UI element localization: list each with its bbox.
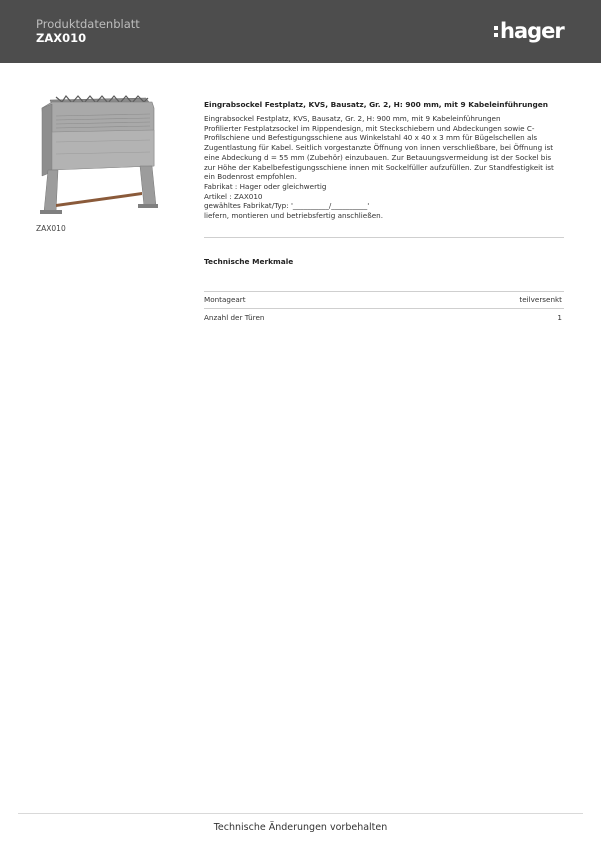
description-line: Profilschiene und Befestigungsschiene aus Winkelstahl 40 x 40 x 3 mm für Bügelschellen als [204, 133, 538, 143]
table-row [204, 313, 564, 325]
description-line: Eingrabsockel Festplatz, KVS, Bausatz, Gr. 2, H: 900 mm, mit 9 Kabeleinführungen [204, 114, 501, 123]
feature-value: 1 [557, 313, 562, 322]
description-line: liefern, montieren und betriebsfertig anschließen. [204, 211, 383, 221]
table-row [204, 295, 564, 307]
feature-value: teilversenkt [519, 295, 562, 304]
image-caption: ZAX010 [36, 224, 66, 233]
feature-label: Montageart [204, 295, 246, 304]
footer-divider [18, 813, 583, 814]
divider [204, 308, 564, 309]
description-line: gewähltes Fabrikat/Typ: '__________/__________' [204, 201, 370, 211]
description-line: Profilierter Festplatzsockel im Rippendesign, mit Steckschiebern und Abdeckungen sowie C- [204, 123, 535, 133]
document-code: ZAX010 [36, 31, 87, 45]
logo-wordmark: hager [500, 18, 564, 43]
divider [204, 237, 564, 238]
hager-logo [494, 17, 570, 45]
footer-note: Technische Änderungen vorbehalten [213, 822, 388, 833]
document-type: Produktdatenblatt [36, 17, 140, 31]
divider [204, 291, 564, 292]
feature-label: Anzahl der Türen [204, 313, 265, 322]
description-line: Fabrikat : Hager oder gleichwertig [204, 181, 327, 191]
description-line: zur Höhe der Kabelbefestigungsschiene innen mit Sockelfüller aufzufüllen. Zur Standfestigkeit ist [204, 162, 554, 172]
product-image [36, 94, 160, 216]
description-line: ein Bodenrost empfohlen. [204, 172, 297, 182]
product-description [204, 100, 564, 221]
description-line: Artikel : ZAX010 [204, 191, 263, 201]
product-title: Eingrabsockel Festplatz, KVS, Bausatz, Gr. 2, H: 900 mm, mit 9 Kabeleinführungen [204, 100, 549, 109]
logo-colon-icon [494, 26, 498, 37]
section-title-technical: Technische Merkmale [204, 257, 294, 266]
description-line: eine Abdeckung d = 55 mm (Zubehör) einzubauen. Zur Betauungsvermeidung ist der Sockel bis [204, 152, 552, 162]
header-bar [0, 0, 601, 63]
description-line: Zugentlastung für Kabel. Seitlich vorgestanzte Öffnung von innen verschließbare, bei Öffnung ist [204, 143, 554, 153]
